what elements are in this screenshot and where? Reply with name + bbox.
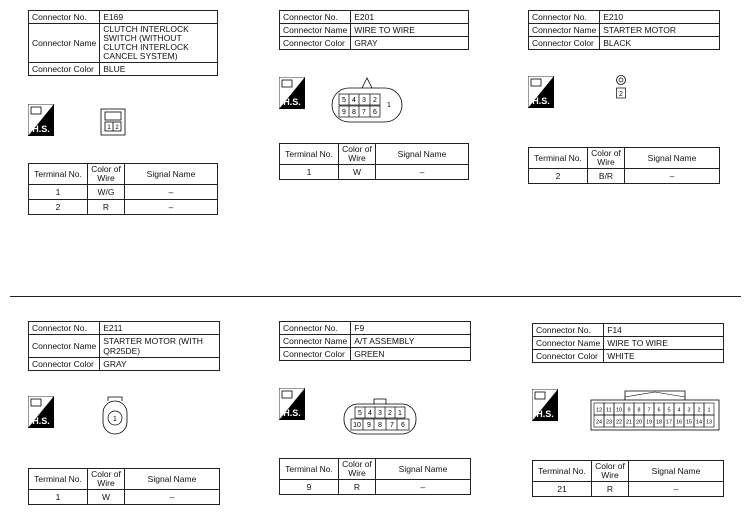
pin-label: 2 [619,91,623,98]
terminal-table-e201 [279,143,469,180]
pin-label: 4 [352,97,356,104]
pin-label: 21 [625,419,633,426]
connector-name-value: WIRE TO WIRE [604,337,724,350]
color-of-wire-header: Color of Wire [592,461,629,482]
wire-color-cell: R [339,480,376,495]
terminal-cell: 1 [280,165,339,180]
connector-no-label: Connector No. [529,11,600,24]
wire-color-cell: W/G [88,185,125,200]
pin-label: 22 [615,419,623,426]
pin-label: 4 [677,407,681,414]
pin-label: 1 [387,102,391,109]
connector-no-value: F9 [351,322,471,335]
connector-panel-f14 [532,323,724,363]
wire-color-cell: R [592,482,629,497]
connector-no-label: Connector No. [280,322,351,335]
pin-label: 3 [687,407,691,414]
terminal-table-e169 [28,163,218,215]
color-of-wire-header: Color of Wire [339,144,376,165]
terminal-no-header: Terminal No. [533,461,592,482]
connector-info-table [532,323,724,363]
wire-color-cell: B/R [588,169,625,184]
pin-label: 10 [353,422,361,429]
connector-color-label: Connector Color [29,63,100,76]
connector-name-value: STARTER MOTOR (WITH QR25DE) [100,335,220,358]
pin-label: 8 [352,109,356,116]
pin-label: 1 [707,407,711,414]
signal-cell: – [376,480,471,495]
connector-color-label: Connector Color [533,350,604,363]
pin-label: 5 [667,407,671,414]
pin-label: 3 [378,410,382,417]
connector-info-table [279,321,471,361]
terminal-no-header: Terminal No. [529,148,588,169]
table-row [29,185,218,200]
connector-diagram-e201 [330,76,404,124]
pin-label: 8 [637,407,641,414]
pin-label: 7 [647,407,651,414]
connector-info-table [279,10,469,50]
connector-color-value: BLACK [600,37,720,50]
table-row [280,165,469,180]
connector-panel-e201 [279,10,469,50]
terminal-no-header: Terminal No. [29,164,88,185]
signal-cell: – [625,169,720,184]
connector-no-value: F14 [604,324,724,337]
pin-label: 9 [627,407,631,414]
connector-diagram-e210 [613,74,629,100]
table-row [529,169,720,184]
connector-no-label: Connector No. [29,11,100,24]
signal-cell: – [125,185,218,200]
signal-cell: – [125,200,218,215]
connector-color-label: Connector Color [280,37,351,50]
color-of-wire-header: Color of Wire [339,459,376,480]
pin-label: 1 [398,410,402,417]
color-of-wire-header: Color of Wire [588,148,625,169]
hs-label: H.S. [536,409,554,419]
table-row [533,482,724,497]
connector-color-value: GRAY [351,37,469,50]
connector-no-value: E211 [100,322,220,335]
pin-label: 23 [605,419,613,426]
pin-label: 3 [362,97,366,104]
connector-name-value: STARTER MOTOR [600,24,720,37]
terminal-no-header: Terminal No. [280,459,339,480]
pin-label: 20 [635,419,643,426]
hs-label: H.S. [32,416,50,426]
connector-panel-e211 [28,321,220,371]
connector-color-label: Connector Color [280,348,351,361]
connector-name-value: CLUTCH INTERLOCK SWITCH (WITHOUT CLUTCH INTERLOCK CANCEL SYSTEM) [100,24,218,63]
section-divider [10,296,741,297]
table-row [29,200,218,215]
connector-no-label: Connector No. [29,322,100,335]
connector-color-value: GRAY [100,358,220,371]
pin-label: 18 [655,419,663,426]
connector-no-label: Connector No. [280,11,351,24]
connector-name-label: Connector Name [533,337,604,350]
pin-label: 1 [113,416,117,423]
pin-label: 6 [401,422,405,429]
signal-cell: – [629,482,724,497]
terminal-cell: 2 [529,169,588,184]
pin-label: 6 [657,407,661,414]
connector-name-label: Connector Name [280,24,351,37]
signal-name-header: Signal Name [125,164,218,185]
connector-diagram-e211 [101,396,129,436]
hs-label: H.S. [532,96,550,106]
pin-label: 7 [390,422,394,429]
pin-label: 2 [697,407,701,414]
pin-label: 5 [342,97,346,104]
signal-name-header: Signal Name [629,461,724,482]
color-of-wire-header: Color of Wire [88,164,125,185]
terminal-cell: 9 [280,480,339,495]
connector-name-label: Connector Name [29,335,100,358]
hs-label: H.S. [32,124,50,134]
connector-no-value: E201 [351,11,469,24]
table-row [280,480,471,495]
terminal-table-e210 [528,147,720,184]
terminal-table-f9 [279,458,471,495]
pin-label: 1 [107,125,111,131]
signal-cell: – [125,490,220,505]
pin-label: 17 [665,419,673,426]
hs-label: H.S. [283,97,301,107]
connector-panel-e169 [28,10,218,76]
pin-label: 11 [606,407,612,414]
harness-side-icon [28,396,54,428]
pin-label: 7 [362,109,366,116]
signal-name-header: Signal Name [376,144,469,165]
connector-name-label: Connector Name [529,24,600,37]
wire-color-cell: W [339,165,376,180]
signal-name-header: Signal Name [125,469,220,490]
connector-no-value: E210 [600,11,720,24]
connector-diagram-f9 [342,398,418,436]
pin-label: 2 [115,125,119,131]
connector-color-value: WHITE [604,350,724,363]
wire-color-cell: W [88,490,125,505]
terminal-cell: 2 [29,200,88,215]
terminal-table-e211 [28,468,220,505]
pin-label: 14 [695,419,703,426]
connector-name-label: Connector Name [29,24,100,63]
terminal-cell: 1 [29,490,88,505]
connector-name-label: Connector Name [280,335,351,348]
connector-info-table [28,321,220,371]
terminal-no-header: Terminal No. [29,469,88,490]
harness-side-icon [279,388,305,420]
connector-diagram-f14 [590,389,720,431]
pin-label: 6 [373,109,377,116]
connector-name-value: A/T ASSEMBLY [351,335,471,348]
terminal-no-header: Terminal No. [280,144,339,165]
connector-no-label: Connector No. [533,324,604,337]
pin-label: 24 [595,419,603,426]
pin-label: 15 [685,419,693,426]
pin-label: 9 [342,109,346,116]
wire-color-cell: R [88,200,125,215]
terminal-cell: 1 [29,185,88,200]
connector-name-value: WIRE TO WIRE [351,24,469,37]
hs-label: H.S. [283,408,301,418]
connector-no-value: E169 [100,11,218,24]
pin-label: 2 [388,410,392,417]
pin-label: 10 [615,407,623,414]
harness-side-icon [279,77,305,109]
table-row [29,490,220,505]
color-of-wire-header: Color of Wire [88,469,125,490]
pin-label: 4 [368,410,372,417]
harness-side-icon [28,104,54,136]
pin-label: 9 [367,422,371,429]
connector-info-table [28,10,218,76]
harness-side-icon [532,389,558,421]
connector-color-label: Connector Color [529,37,600,50]
pin-label: 12 [595,407,603,414]
signal-cell: – [376,165,469,180]
pin-label: 5 [358,410,362,417]
terminal-table-f14 [532,460,724,497]
terminal-cell: 21 [533,482,592,497]
connector-color-label: Connector Color [29,358,100,371]
pin-label: 13 [705,419,713,426]
signal-name-header: Signal Name [625,148,720,169]
harness-side-icon [528,76,554,108]
pin-label: 2 [373,97,377,104]
pin-label: 19 [645,419,653,426]
connector-panel-f9 [279,321,471,361]
connector-color-value: GREEN [351,348,471,361]
connector-color-value: BLUE [100,63,218,76]
connector-panel-e210 [528,10,720,50]
pin-label: 8 [378,422,382,429]
pin-label: 16 [675,419,683,426]
signal-name-header: Signal Name [376,459,471,480]
connector-diagram-e169 [100,108,126,136]
connector-info-table [528,10,720,50]
